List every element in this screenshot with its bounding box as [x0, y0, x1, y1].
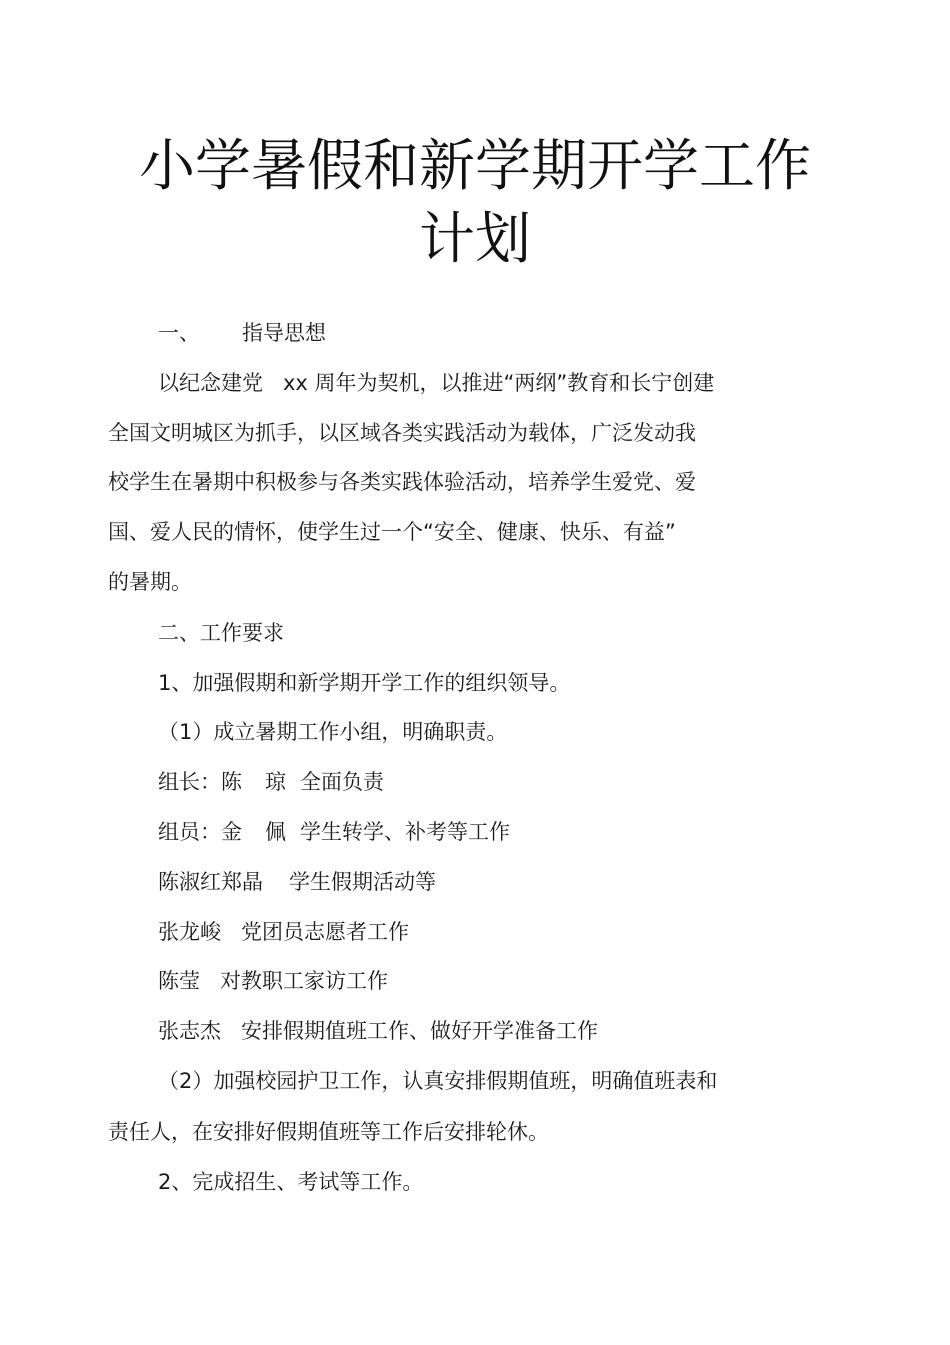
staff-name: 张志杰 [158, 1019, 221, 1043]
staff-name: 陈莹 [158, 969, 200, 993]
paragraph-1-line-3: 校学生在暑期中积极参与各类实践体验活动，培养学生爱党、爱 [108, 470, 696, 494]
staff-duty: 对教职工家访工作 [220, 969, 388, 993]
paragraph-1-line-4: 国、爱人民的情怀，使学生过一个“安全、健康、快乐、有益” [108, 520, 676, 544]
staff-name: 张龙峻 [158, 920, 221, 944]
section-1-title: 指导思想 [242, 321, 326, 345]
group-leader-line [158, 767, 384, 797]
item-1-2-line-1: （2）加强校园护卫工作，认真安排假期值班，明确值班表和 [158, 1069, 718, 1093]
paragraph-1-line-2: 全国文明城区为抓手，以区域各类实践活动为载体，广泛发动我 [108, 421, 696, 445]
staff-duty: 安排假期值班工作、做好开学准备工作 [241, 1019, 598, 1043]
section-1-number: 一、 [158, 321, 200, 345]
staff-name: 陈淑红郑晶 [158, 870, 263, 894]
staff-line [158, 1016, 598, 1046]
section-1-heading [158, 318, 326, 348]
paragraph-1-line-1-a: 以纪念建党 [158, 371, 263, 395]
group-member-line [158, 817, 510, 847]
group-leader-duty: 全面负责 [300, 770, 384, 794]
group-member-name-tail: 佩 [265, 820, 286, 844]
item-2-heading: 2、完成招生、考试等工作。 [158, 1170, 424, 1194]
staff-duty: 学生假期活动等 [289, 870, 436, 894]
item-1-heading: 1、加强假期和新学期开学工作的组织领导。 [158, 671, 571, 695]
group-member-duty: 学生转学、补考等工作 [300, 820, 510, 844]
staff-line [158, 867, 436, 897]
group-leader-label: 组长：陈 [158, 770, 242, 794]
document-title-line-1: 小学暑假和新学期开学工作 [139, 134, 811, 199]
document-title-line-2: 计划 [419, 207, 531, 272]
staff-line [158, 917, 409, 947]
group-member-label: 组员：金 [158, 820, 242, 844]
item-1-2-line-2: 责任人，在安排好假期值班等工作后安排轮休。 [108, 1120, 549, 1144]
item-1-1: （1）成立暑期工作小组，明确职责。 [158, 720, 508, 744]
staff-duty: 党团员志愿者工作 [241, 920, 409, 944]
paragraph-1-line-1 [158, 368, 714, 398]
section-2-heading: 二、工作要求 [158, 621, 284, 645]
group-leader-name-tail: 琼 [265, 770, 286, 794]
paragraph-1-line-1-b: xx 周年为契机，以推进“两纲”教育和长宁创建 [283, 371, 715, 395]
paragraph-1-line-5: 的暑期。 [108, 570, 192, 594]
staff-line [158, 966, 388, 996]
